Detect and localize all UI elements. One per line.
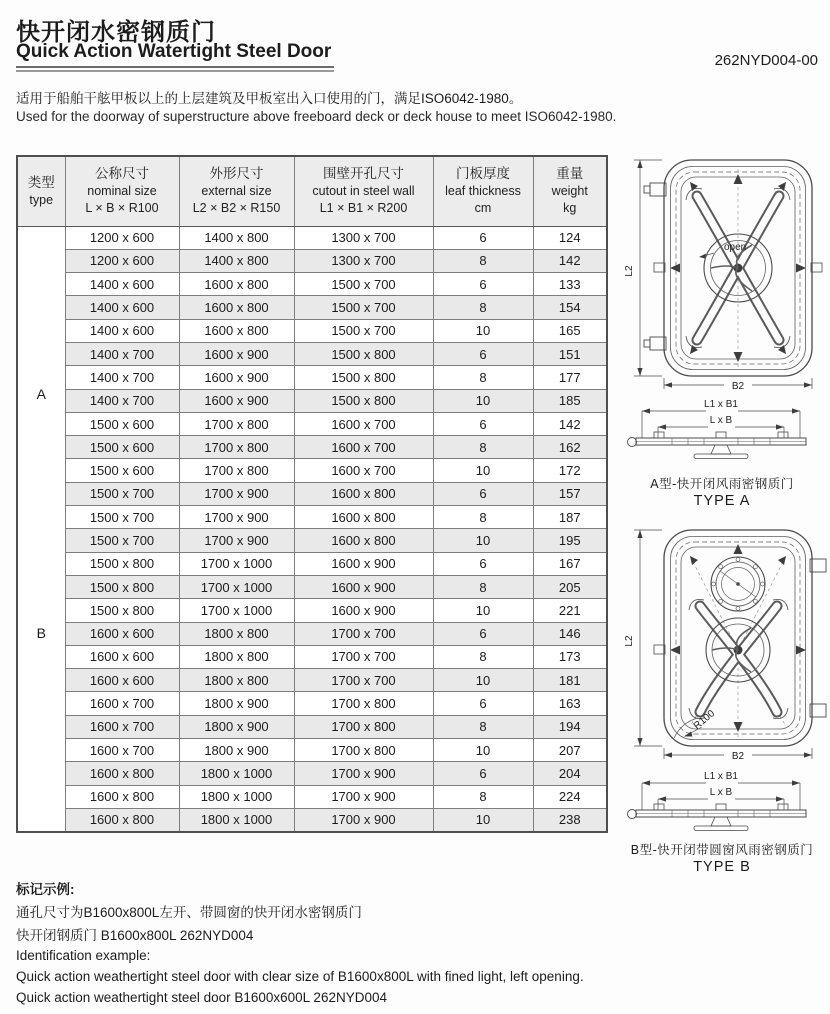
table-cell: 8 (433, 506, 533, 529)
col-header-nominal-size (65, 156, 179, 226)
col-external-zh: 外形尺寸 (209, 166, 264, 182)
example-line2-english: Quick action weathertight steel door B1600x600L 262NYD004 (16, 990, 387, 1005)
dim-lb-a: L x B (709, 415, 733, 426)
col-thickness-zh: 门板厚度 (456, 166, 510, 182)
table-cell: 142 (533, 249, 607, 272)
document-number: 262NYD004-00 (714, 52, 818, 69)
table-cell: 6 (433, 692, 533, 715)
table-cell: 1800 x 1000 (179, 762, 294, 785)
table-cell: 205 (533, 575, 607, 598)
table-cell: 1800 x 1000 (179, 808, 294, 831)
table-cell: 1700 x 1000 (179, 552, 294, 575)
table-cell: 1400 x 800 (179, 249, 294, 272)
col-external-en: external size (201, 184, 272, 199)
table-row (17, 436, 607, 459)
table-cell: 195 (533, 529, 607, 552)
table-cell: 1600 x 800 (294, 482, 433, 505)
table-row (17, 296, 607, 319)
type-label-a: A (36, 386, 46, 403)
table-cell: 204 (533, 762, 607, 785)
table-cell: 10 (433, 599, 533, 622)
table-cell: 173 (533, 645, 607, 668)
table-cell: 162 (533, 436, 607, 459)
table-cell: 1500 x 700 (294, 319, 433, 342)
table-cell: 6 (433, 226, 533, 249)
table-cell: 185 (533, 389, 607, 412)
table-cell: 6 (433, 762, 533, 785)
table-cell: 1600 x 700 (65, 692, 179, 715)
open-label: open (724, 242, 747, 253)
col-weight-sub: kg (563, 201, 577, 216)
type-a-caption-english: TYPE A (693, 493, 751, 509)
table-row (17, 529, 607, 552)
table-cell: 8 (433, 366, 533, 389)
table-cell: 8 (433, 296, 533, 319)
table-cell: 8 (433, 785, 533, 808)
col-cutout-zh: 围壁开孔尺寸 (323, 166, 404, 182)
table-cell: 157 (533, 482, 607, 505)
dim-l2-a: L2 (624, 265, 635, 277)
table-cell: 124 (533, 226, 607, 249)
col-header-type (17, 156, 65, 226)
table-cell: 1700 x 900 (179, 529, 294, 552)
col-header-cutout (294, 156, 433, 226)
table-cell: 1600 x 800 (179, 273, 294, 296)
table-cell: 207 (533, 739, 607, 762)
table-cell: 1300 x 700 (294, 226, 433, 249)
table-cell: 6 (433, 552, 533, 575)
table-cell: 1700 x 800 (179, 459, 294, 482)
table-cell: 1700 x 900 (294, 808, 433, 831)
table-cell: 1600 x 800 (294, 529, 433, 552)
col-weight-en: weight (551, 184, 588, 199)
col-header-weight (533, 156, 607, 226)
page-title-chinese: 快开闭水密钢质门 (16, 19, 216, 46)
table-cell: 1600 x 900 (294, 552, 433, 575)
col-cutout-sub: L1 × B1 × R200 (319, 201, 408, 216)
table-cell: 1800 x 800 (179, 669, 294, 692)
table-row (17, 785, 607, 808)
table-cell: 1700 x 1000 (179, 599, 294, 622)
type-a-door-svg (614, 156, 830, 394)
table-row (17, 552, 607, 575)
table-cell: 8 (433, 249, 533, 272)
table-row (17, 366, 607, 389)
table-row (17, 599, 607, 622)
table-cell: 1800 x 900 (179, 739, 294, 762)
table-row (17, 622, 607, 645)
col-weight-zh: 重量 (556, 166, 584, 182)
dim-l1b1-b: L1 x B1 (704, 771, 738, 782)
table-row (17, 715, 607, 738)
table-cell: 165 (533, 319, 607, 342)
table-cell: 1500 x 800 (65, 599, 179, 622)
table-cell: 10 (433, 529, 533, 552)
type-a-section-drawing (614, 398, 830, 464)
table-cell: 1600 x 800 (294, 506, 433, 529)
table-row (17, 762, 607, 785)
table-cell: 1700 x 1000 (179, 575, 294, 598)
table-row (17, 249, 607, 272)
table-row (17, 412, 607, 435)
table-cell: 1400 x 700 (65, 342, 179, 365)
table-cell: 1700 x 800 (179, 436, 294, 459)
table-cell: 1500 x 800 (65, 552, 179, 575)
col-header-external-size (179, 156, 294, 226)
table-cell: 10 (433, 459, 533, 482)
table-cell: 1400 x 800 (179, 226, 294, 249)
table-row (17, 273, 607, 296)
table-row (17, 226, 607, 249)
dim-lb-b: L x B (709, 787, 733, 798)
table-cell: 154 (533, 296, 607, 319)
table-cell: 177 (533, 366, 607, 389)
table-row (17, 669, 607, 692)
table-cell: 1800 x 1000 (179, 785, 294, 808)
table-cell: 1600 x 800 (65, 785, 179, 808)
table-row (17, 506, 607, 529)
table-cell: 6 (433, 622, 533, 645)
table-cell: 1500 x 800 (294, 389, 433, 412)
table-cell: 1400 x 600 (65, 273, 179, 296)
table-cell: 8 (433, 436, 533, 459)
table-cell: 224 (533, 785, 607, 808)
table-cell: 1600 x 600 (65, 622, 179, 645)
table-cell: 8 (433, 575, 533, 598)
table-cell: 1600 x 900 (179, 342, 294, 365)
table-cell: 1600 x 600 (65, 645, 179, 668)
col-thickness-sub: cm (474, 201, 492, 216)
dim-b2-a: B2 (731, 381, 745, 392)
title-double-rule (16, 66, 334, 72)
table-cell: 1700 x 700 (294, 645, 433, 668)
table-cell: 163 (533, 692, 607, 715)
table-cell: 142 (533, 412, 607, 435)
type-b-section-drawing (614, 770, 830, 836)
table-row (17, 389, 607, 412)
table-cell: 1600 x 700 (65, 715, 179, 738)
table-cell: 1600 x 800 (179, 319, 294, 342)
table-cell: 1700 x 800 (294, 739, 433, 762)
table-cell: 1600 x 800 (179, 296, 294, 319)
type-a-door-drawing (614, 156, 830, 394)
spec-table-header (17, 156, 607, 226)
table-cell: 1300 x 700 (294, 249, 433, 272)
table-cell: 1600 x 900 (179, 389, 294, 412)
table-row (17, 808, 607, 831)
type-b-section-svg (614, 770, 830, 836)
table-row (17, 482, 607, 505)
table-cell: 1400 x 700 (65, 366, 179, 389)
table-cell: 221 (533, 599, 607, 622)
table-cell: 1500 x 700 (65, 506, 179, 529)
table-cell: 1700 x 900 (294, 785, 433, 808)
table-cell: 1600 x 700 (65, 739, 179, 762)
example-title-english: Identification example: (16, 948, 151, 963)
table-cell: 1600 x 900 (179, 366, 294, 389)
table-cell: 1600 x 900 (294, 575, 433, 598)
table-cell: 1500 x 700 (65, 482, 179, 505)
table-cell: 1600 x 600 (65, 669, 179, 692)
table-cell: 8 (433, 715, 533, 738)
table-cell: 1600 x 700 (294, 436, 433, 459)
description-chinese: 适用于船舶干舷甲板以上的上层建筑及甲板室出入口使用的门，满足ISO6042-1980。 (16, 91, 523, 106)
col-type-zh: 类型 (27, 174, 55, 190)
table-cell: 1700 x 800 (294, 692, 433, 715)
table-cell: 6 (433, 412, 533, 435)
example-line1-english: Quick action weathertight steel door with clear size of B1600x800L with fined light, left opening. (16, 969, 584, 984)
table-cell: 10 (433, 808, 533, 831)
table-cell: 1800 x 800 (179, 645, 294, 668)
table-cell: 1500 x 600 (65, 412, 179, 435)
col-type-en: type (29, 192, 54, 207)
page-title-english: Quick Action Watertight Steel Door (16, 41, 332, 62)
table-cell: 1500 x 800 (294, 366, 433, 389)
type-a-caption-chinese: A型-快开闭风雨密钢质门 (650, 477, 794, 491)
table-cell: 10 (433, 739, 533, 762)
table-cell: 1500 x 600 (65, 436, 179, 459)
table-cell: 1700 x 700 (294, 669, 433, 692)
table-cell: 1700 x 700 (294, 622, 433, 645)
example-line1-chinese: 通孔尺寸为B1600x800L左开、带圆窗的快开闭水密钢质门 (16, 905, 362, 920)
description-english: Used for the doorway of superstructure above freeboard deck or deck house to meet ISO6042-1980. (16, 109, 617, 124)
table-cell: 1500 x 600 (65, 459, 179, 482)
table-cell: 181 (533, 669, 607, 692)
table-cell: 1600 x 700 (294, 459, 433, 482)
table-cell: 1500 x 700 (65, 529, 179, 552)
col-nominal-zh: 公称尺寸 (95, 166, 149, 182)
table-cell: 194 (533, 715, 607, 738)
dim-l2-b: L2 (624, 635, 635, 647)
table-cell: 133 (533, 273, 607, 296)
table-cell: 10 (433, 669, 533, 692)
table-cell: 6 (433, 273, 533, 296)
example-title-chinese: 标记示例: (16, 882, 75, 897)
dim-l1b1-a: L1 x B1 (704, 399, 738, 410)
table-cell: 187 (533, 506, 607, 529)
table-cell: 1400 x 700 (65, 389, 179, 412)
example-line2-chinese: 快开闭钢质门 B1600x800L 262NYD004 (16, 928, 254, 943)
table-cell: 167 (533, 552, 607, 575)
table-row (17, 575, 607, 598)
col-nominal-en: nominal size (87, 184, 157, 199)
col-header-leaf-thickness (433, 156, 533, 226)
table-cell: 1500 x 800 (65, 575, 179, 598)
table-cell: 151 (533, 342, 607, 365)
table-cell: 10 (433, 319, 533, 342)
spec-table (16, 155, 608, 833)
table-cell: 1600 x 700 (294, 412, 433, 435)
table-cell: 1700 x 800 (179, 412, 294, 435)
table-cell: 1500 x 700 (294, 296, 433, 319)
table-cell: 1800 x 900 (179, 692, 294, 715)
table-cell: 1500 x 700 (294, 273, 433, 296)
table-cell: 10 (433, 389, 533, 412)
table-cell: 1600 x 800 (65, 762, 179, 785)
type-b-door-svg (614, 526, 830, 764)
col-external-sub: L2 × B2 × R150 (192, 201, 281, 216)
table-cell: 1500 x 800 (294, 342, 433, 365)
dim-b2-b: B2 (731, 751, 745, 762)
table-cell: 1400 x 600 (65, 296, 179, 319)
table-cell: 1800 x 900 (179, 715, 294, 738)
table-row (17, 739, 607, 762)
table-row (17, 645, 607, 668)
table-cell: 1600 x 900 (294, 599, 433, 622)
col-cutout-en: cutout in steel wall (312, 184, 415, 199)
type-a-section-svg (614, 398, 830, 464)
table-row (17, 459, 607, 482)
table-cell: 8 (433, 645, 533, 668)
col-thickness-en: leaf thickness (445, 184, 521, 199)
table-cell: 6 (433, 342, 533, 365)
table-cell: 1700 x 900 (179, 506, 294, 529)
col-nominal-sub: L × B × R100 (85, 201, 159, 216)
table-cell: 1700 x 800 (294, 715, 433, 738)
table-row (17, 342, 607, 365)
table-cell: 1400 x 600 (65, 319, 179, 342)
table-cell: 238 (533, 808, 607, 831)
table-cell: 6 (433, 482, 533, 505)
radius-label: R100 (691, 708, 718, 732)
table-cell: 172 (533, 459, 607, 482)
table-cell: 1200 x 600 (65, 226, 179, 249)
table-cell: 146 (533, 622, 607, 645)
table-row (17, 692, 607, 715)
type-b-door-drawing (614, 526, 830, 764)
type-column-cell (17, 226, 65, 832)
type-b-caption-english: TYPE B (693, 859, 751, 875)
table-row (17, 319, 607, 342)
table-cell: 1800 x 800 (179, 622, 294, 645)
table-cell: 1700 x 900 (179, 482, 294, 505)
table-cell: 1600 x 800 (65, 808, 179, 831)
spec-table-body (17, 226, 607, 832)
type-label-b: B (36, 625, 46, 642)
table-cell: 1200 x 600 (65, 249, 179, 272)
table-cell: 1700 x 900 (294, 762, 433, 785)
type-b-caption-chinese: B型-快开闭带圆窗风雨密钢质门 (630, 843, 814, 857)
